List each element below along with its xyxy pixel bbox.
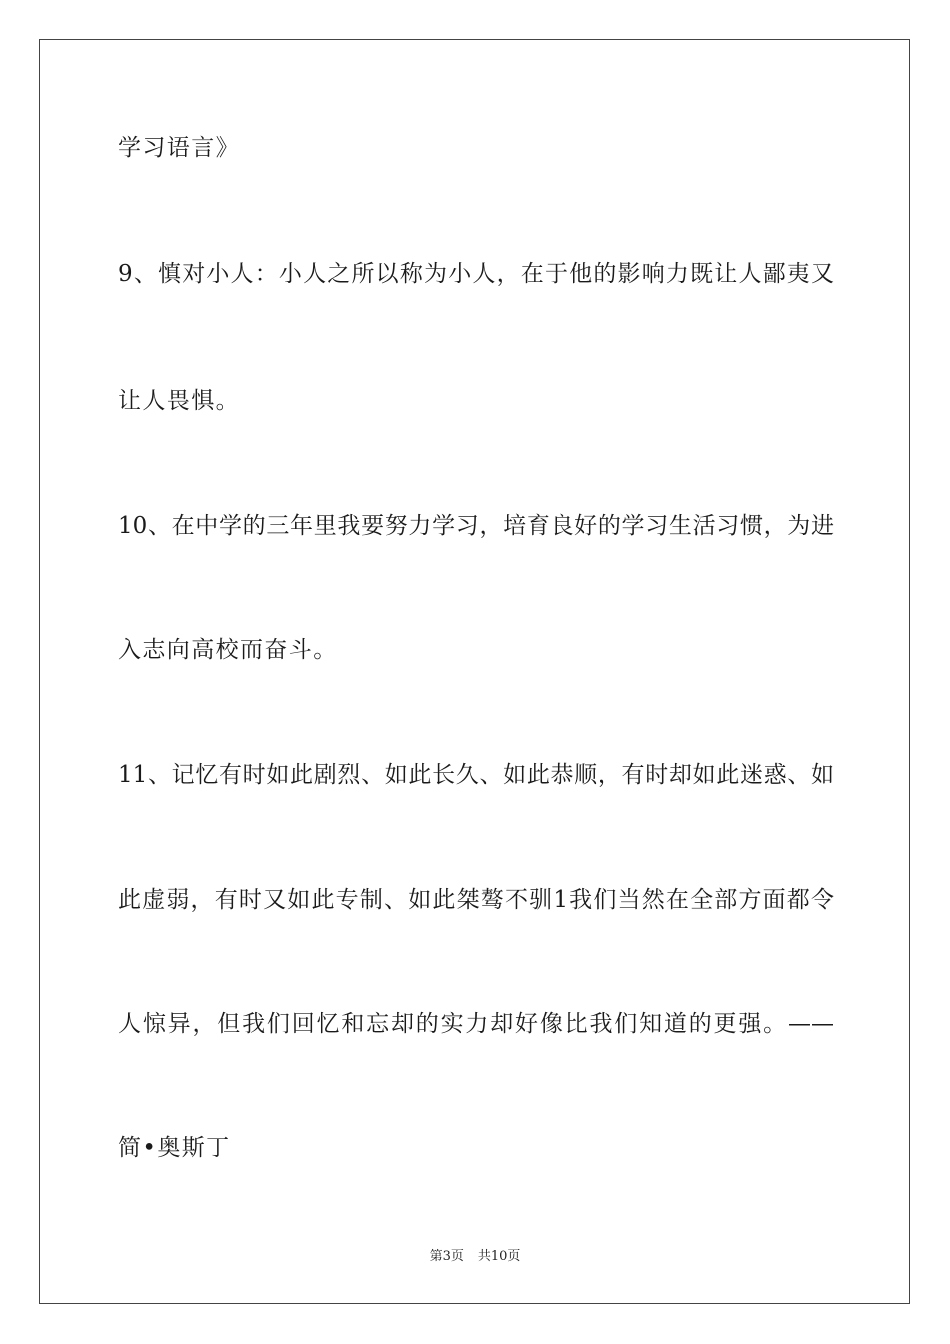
text-line: 让人畏惧。 <box>118 388 240 414</box>
text-line: 10、在中学的三年里我要努力学习，培育良好的学习生活习惯，为进 <box>118 513 834 539</box>
text-line: 学习语言》 <box>118 135 240 161</box>
page-total: 共10页 <box>477 1249 521 1264</box>
text-line: 9、慎对小人：小人之所以称为小人，在于他的影响力既让人鄙夷又 <box>118 261 834 287</box>
text-line: 简•奥斯丁 <box>118 1135 231 1161</box>
text-line: 人惊异，但我们回忆和忘却的实力却好像比我们知道的更强。—— <box>118 1011 834 1037</box>
text-line: 11、记忆有时如此剧烈、如此长久、如此恭顺，有时却如此迷惑、如 <box>118 762 834 788</box>
page-border <box>39 39 910 1304</box>
text-line: 此虚弱，有时又如此专制、如此桀骜不驯1我们当然在全部方面都令 <box>118 887 834 913</box>
text-line: 入志向高校而奋斗。 <box>118 637 338 663</box>
page-number: 第3页 <box>429 1249 464 1264</box>
page-footer <box>0 1249 950 1265</box>
